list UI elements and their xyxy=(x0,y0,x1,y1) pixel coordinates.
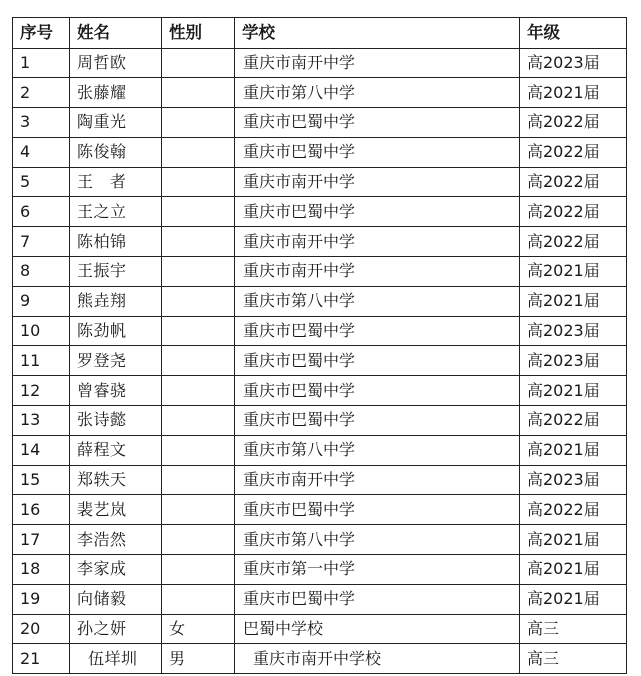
header-name: 姓名 xyxy=(70,18,162,49)
cell-grade: 高2021届 xyxy=(520,376,627,406)
cell-no: 19 xyxy=(13,584,70,614)
table-row xyxy=(13,227,627,257)
cell-gender xyxy=(162,316,235,346)
cell-school: 重庆市第八中学 xyxy=(235,286,520,316)
cell-school: 重庆市南开中学 xyxy=(235,167,520,197)
cell-school: 重庆市第一中学 xyxy=(235,555,520,585)
cell-grade: 高2023届 xyxy=(520,48,627,78)
header-row xyxy=(13,18,627,49)
cell-gender: 女 xyxy=(162,614,235,644)
table-row xyxy=(13,286,627,316)
cell-name: 薛程文 xyxy=(70,435,162,465)
table-row xyxy=(13,316,627,346)
cell-grade: 高2021届 xyxy=(520,286,627,316)
cell-school: 重庆市第八中学 xyxy=(235,435,520,465)
cell-no: 4 xyxy=(13,137,70,167)
cell-name: 向储毅 xyxy=(70,584,162,614)
cell-no: 9 xyxy=(13,286,70,316)
table-row xyxy=(13,435,627,465)
cell-no: 12 xyxy=(13,376,70,406)
cell-school: 重庆市南开中学 xyxy=(235,227,520,257)
table-row xyxy=(13,644,627,674)
header-gender: 性别 xyxy=(162,18,235,49)
cell-no: 5 xyxy=(13,167,70,197)
cell-grade: 高2021届 xyxy=(520,555,627,585)
header-school: 学校 xyxy=(235,18,520,49)
cell-gender xyxy=(162,137,235,167)
cell-school: 重庆市南开中学校 xyxy=(235,644,520,674)
table-row xyxy=(13,495,627,525)
cell-gender xyxy=(162,108,235,138)
cell-no: 10 xyxy=(13,316,70,346)
table-row xyxy=(13,555,627,585)
cell-no: 7 xyxy=(13,227,70,257)
cell-name: 陈劲帆 xyxy=(70,316,162,346)
table-body xyxy=(13,48,627,674)
student-list-sheet xyxy=(12,17,626,674)
table-row xyxy=(13,48,627,78)
table-row xyxy=(13,525,627,555)
cell-grade: 高2022届 xyxy=(520,167,627,197)
cell-school: 重庆市巴蜀中学 xyxy=(235,137,520,167)
cell-name: 裴艺岚 xyxy=(70,495,162,525)
cell-gender xyxy=(162,406,235,436)
table-row xyxy=(13,78,627,108)
cell-no: 8 xyxy=(13,257,70,287)
cell-gender xyxy=(162,376,235,406)
cell-gender xyxy=(162,435,235,465)
cell-no: 3 xyxy=(13,108,70,138)
table-row xyxy=(13,465,627,495)
cell-no: 21 xyxy=(13,644,70,674)
cell-name: 陶重光 xyxy=(70,108,162,138)
cell-school: 重庆市南开中学 xyxy=(235,257,520,287)
cell-name: 李家成 xyxy=(70,555,162,585)
cell-school: 巴蜀中学校 xyxy=(235,614,520,644)
cell-grade: 高2022届 xyxy=(520,495,627,525)
cell-no: 14 xyxy=(13,435,70,465)
cell-gender xyxy=(162,167,235,197)
table-row xyxy=(13,614,627,644)
cell-gender xyxy=(162,286,235,316)
cell-no: 11 xyxy=(13,346,70,376)
table-row xyxy=(13,346,627,376)
cell-grade: 高2021届 xyxy=(520,78,627,108)
header-no: 序号 xyxy=(13,18,70,49)
cell-grade: 高2021届 xyxy=(520,525,627,555)
cell-school: 重庆市巴蜀中学 xyxy=(235,346,520,376)
cell-grade: 高2023届 xyxy=(520,465,627,495)
cell-name: 孙之妍 xyxy=(70,614,162,644)
cell-school: 重庆市巴蜀中学 xyxy=(235,376,520,406)
cell-gender xyxy=(162,346,235,376)
cell-gender xyxy=(162,78,235,108)
cell-grade: 高2023届 xyxy=(520,316,627,346)
cell-school: 重庆市巴蜀中学 xyxy=(235,495,520,525)
cell-grade: 高2022届 xyxy=(520,108,627,138)
cell-no: 15 xyxy=(13,465,70,495)
cell-gender xyxy=(162,465,235,495)
cell-name: 陈柏锦 xyxy=(70,227,162,257)
cell-gender xyxy=(162,48,235,78)
table-row xyxy=(13,197,627,227)
cell-grade: 高2022届 xyxy=(520,227,627,257)
cell-gender: 男 xyxy=(162,644,235,674)
cell-grade: 高2022届 xyxy=(520,197,627,227)
cell-name: 王之立 xyxy=(70,197,162,227)
cell-school: 重庆市第八中学 xyxy=(235,525,520,555)
cell-grade: 高2021届 xyxy=(520,584,627,614)
cell-grade: 高2021届 xyxy=(520,257,627,287)
table-row xyxy=(13,108,627,138)
cell-gender xyxy=(162,555,235,585)
cell-school: 重庆市南开中学 xyxy=(235,48,520,78)
table-header xyxy=(13,18,627,49)
cell-gender xyxy=(162,227,235,257)
cell-name: 王 者 xyxy=(70,167,162,197)
cell-school: 重庆市南开中学 xyxy=(235,465,520,495)
cell-school: 重庆市巴蜀中学 xyxy=(235,197,520,227)
cell-name: 王振宇 xyxy=(70,257,162,287)
cell-name: 李浩然 xyxy=(70,525,162,555)
cell-name: 张诗懿 xyxy=(70,406,162,436)
student-table xyxy=(12,17,627,674)
cell-school: 重庆市巴蜀中学 xyxy=(235,406,520,436)
cell-grade: 高2023届 xyxy=(520,346,627,376)
cell-no: 20 xyxy=(13,614,70,644)
cell-grade: 高2022届 xyxy=(520,406,627,436)
cell-gender xyxy=(162,197,235,227)
cell-name: 陈俊翰 xyxy=(70,137,162,167)
cell-no: 13 xyxy=(13,406,70,436)
cell-no: 1 xyxy=(13,48,70,78)
table-row xyxy=(13,167,627,197)
cell-gender xyxy=(162,495,235,525)
cell-name: 伍垟圳 xyxy=(70,644,162,674)
cell-school: 重庆市第八中学 xyxy=(235,78,520,108)
cell-no: 17 xyxy=(13,525,70,555)
table-row xyxy=(13,406,627,436)
cell-gender xyxy=(162,525,235,555)
cell-gender xyxy=(162,257,235,287)
table-row xyxy=(13,376,627,406)
cell-name: 罗登尧 xyxy=(70,346,162,376)
cell-no: 6 xyxy=(13,197,70,227)
cell-name: 熊垚翔 xyxy=(70,286,162,316)
cell-name: 曾睿骁 xyxy=(70,376,162,406)
cell-name: 周哲欧 xyxy=(70,48,162,78)
table-row xyxy=(13,137,627,167)
cell-school: 重庆市巴蜀中学 xyxy=(235,316,520,346)
table-row xyxy=(13,584,627,614)
cell-grade: 高2021届 xyxy=(520,435,627,465)
cell-grade: 高三 xyxy=(520,614,627,644)
cell-no: 18 xyxy=(13,555,70,585)
cell-school: 重庆市巴蜀中学 xyxy=(235,584,520,614)
cell-no: 2 xyxy=(13,78,70,108)
cell-no: 16 xyxy=(13,495,70,525)
cell-name: 郑轶天 xyxy=(70,465,162,495)
cell-grade: 高2022届 xyxy=(520,137,627,167)
cell-name: 张藤耀 xyxy=(70,78,162,108)
table-row xyxy=(13,257,627,287)
cell-grade: 高三 xyxy=(520,644,627,674)
cell-gender xyxy=(162,584,235,614)
cell-school: 重庆市巴蜀中学 xyxy=(235,108,520,138)
header-grade: 年级 xyxy=(520,18,627,49)
